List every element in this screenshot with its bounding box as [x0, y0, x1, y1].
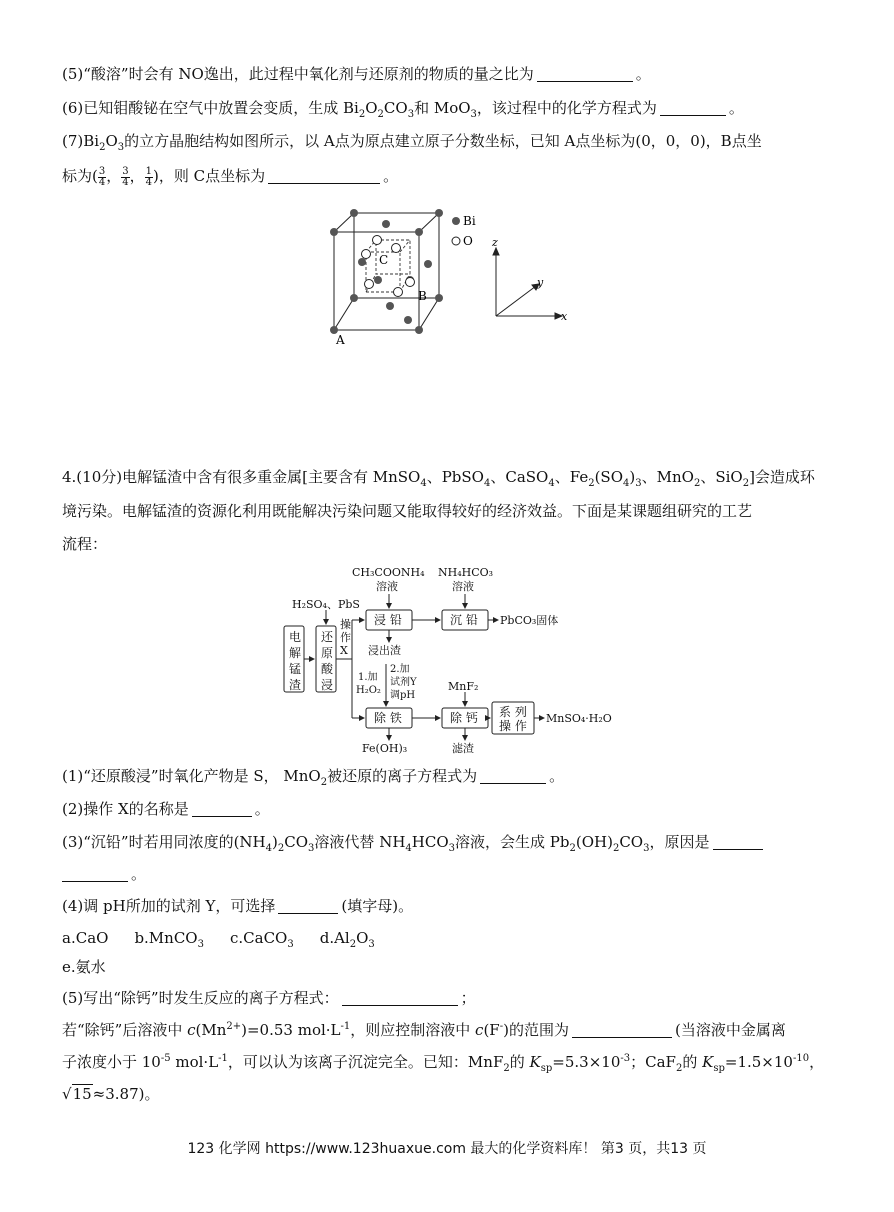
- bi-atom: [350, 209, 358, 217]
- question-5: (5)“酸溶”时会有 NO逸出，此过程中氧化剂与还原剂的物质的量之比为 。: [62, 65, 651, 83]
- answer-blank: [572, 1021, 672, 1038]
- o-atom: [365, 280, 374, 289]
- o-atom: [362, 250, 371, 259]
- label-b: B: [418, 289, 427, 303]
- bi-atom: [374, 276, 382, 284]
- flow-fe-product: Fe(OH)₃: [362, 742, 408, 755]
- axis-z-label: z: [492, 236, 498, 249]
- question-4-5-line-2: 若“除钙”后溶液中 $c(Mn^{2+})=0.53$ $mol\cdot L^{-1}$，则应控制溶液中 c(F-)的范围为 (当溶液中金属离: [62, 1021, 786, 1039]
- flow-step1-b: H₂O₂: [356, 685, 381, 696]
- flow-step2-b: 试剂Y: [390, 677, 417, 688]
- answer-blank: [278, 897, 338, 914]
- sqrt-icon: √: [62, 1085, 72, 1103]
- bi-atoms: [330, 209, 443, 334]
- flow-top-reagent-1a: CH₃COONH₄: [352, 566, 425, 579]
- question-4-3: (3)“沉铅”时若用同浓度的$(NH_4)_2CO_3$溶液代替 $NH_4HCO_3$溶液，会生成 $Pb_2(OH)_2CO_3$，原因是: [62, 832, 832, 852]
- option-e: e.氨水: [62, 958, 106, 976]
- answer-blank: [62, 865, 128, 882]
- option-b: b.MnCO$_3$: [134, 929, 204, 950]
- axis-x-label: x: [561, 310, 568, 323]
- question-4-4: (4)调 pH所加的试剂 Y，可选择 (填字母)。: [62, 897, 414, 915]
- flow-box-fe: 除 铁: [374, 711, 402, 725]
- question-4-5-line-4: √15≈3.87)。: [62, 1085, 160, 1103]
- fraction: $\frac{3}{4}$: [122, 165, 129, 188]
- answer-blank: [480, 767, 546, 784]
- flow-box-ops-2: 操 作: [499, 719, 527, 733]
- flow-box-pb-ppt: 沉 铅: [450, 613, 478, 627]
- fraction: $\frac{1}{4}$: [145, 165, 153, 188]
- flow-op-x-2: 作: [340, 631, 351, 644]
- fraction: $\frac{3}{4}$: [98, 165, 106, 188]
- option-a: a.CaO: [62, 929, 109, 947]
- bi-atom: [350, 294, 358, 302]
- flow-raw-2: 解: [289, 646, 302, 660]
- answer-blank: [713, 833, 763, 850]
- flow-top-reagent-1b: 溶液: [376, 580, 398, 593]
- flow-leach-1: 还: [321, 630, 334, 644]
- question-7-line-2: 标为( $\frac{3}{4}$ ， $\frac{3}{4}$ ， $\frac{1}{4}$ )，则 C点坐标为 。: [62, 165, 399, 188]
- flow-product-mn: MnSO₄·H₂O: [546, 712, 612, 725]
- question-4-3-line-2: 。: [62, 864, 832, 884]
- bi-atom: [415, 326, 423, 334]
- question-4-2: (2)操作 X的名称是 。: [62, 800, 270, 818]
- flow-box-ops-1: 系 列: [499, 705, 527, 719]
- flow-step2-a: 2.加: [390, 664, 410, 675]
- page-footer: 123 化学网 https://www.123huaxue.com 最大的化学资料库！ 第3 页，共13 页: [187, 1141, 707, 1157]
- bi-atom: [330, 228, 338, 236]
- flow-raw-3: 锰: [289, 662, 302, 676]
- flow-leach-4: 浸: [321, 678, 334, 692]
- question-7: $(7)Bi_2O_3$的立方晶胞结构如图所示，以 A点为原点建立原子分数坐标，已知 A点坐标为(0，0，0)，B点坐: [62, 132, 762, 153]
- question-4-5: (5)写出“除钙”时发生反应的离子方程式： ；: [62, 989, 476, 1007]
- bi-atom: [386, 302, 394, 310]
- bi-atom: [358, 258, 366, 266]
- bi-atom: [435, 209, 443, 217]
- axis-y-label: y: [537, 276, 544, 289]
- flow-box-pb-leach: 浸 铅: [374, 613, 402, 627]
- question-4-1: (1)“还原酸浸”时氧化产物是 S， MnO$_2$被还原的离子方程式为 。: [62, 767, 565, 788]
- option-c: c.CaCO$_3$: [229, 929, 294, 950]
- legend-bi-label: Bi: [463, 214, 476, 228]
- process-flowchart: [280, 562, 620, 760]
- legend-o-label: O: [463, 234, 473, 248]
- crystal-cell-diagram: [320, 200, 580, 350]
- bi-atom: [424, 260, 432, 268]
- question-6: (6)已知钼酸铋在空气中放置会变质，生成 $Bi_2O_2CO_3$和 MoO$_3$，该过程中的化学方程式为 。: [62, 99, 744, 120]
- flow-op-x-1: 操: [340, 618, 351, 631]
- answer-blank: [537, 65, 633, 82]
- legend-bi-icon: [452, 217, 460, 225]
- flow-product-pb: PbCO₃固体: [500, 614, 559, 627]
- option-d: $d.Al_2O_3$: [319, 929, 375, 950]
- o-atom: [392, 244, 401, 253]
- legend-o-icon: [452, 237, 460, 245]
- question-4-5-line-3: 子浓度小于 $10^{-5}$ $mol\cdot L^{-1}$，可以认为该离子沉淀完全。已知：MnF$_2$的 $K_{sp}=5.3\times 10^{-3}$；CaF$_2$的 $K_{sp}=1.5\times 10^{-10}$，: [62, 1053, 825, 1074]
- label-c: C: [379, 253, 389, 267]
- question-4-line-2: 境污染。电解锰渣的资源化利用既能解决污染问题又能取得较好的经济效益。下面是某课题组研究的工艺: [62, 502, 753, 520]
- bi-atom: [382, 220, 390, 228]
- flow-step1-a: 1.加: [358, 672, 378, 683]
- bi-atom: [415, 228, 423, 236]
- flow-raw-1: 电: [289, 630, 302, 644]
- answer-blank: [192, 800, 252, 817]
- answer-blank: [342, 989, 458, 1006]
- o-atom: [406, 278, 415, 287]
- bi-atom: [435, 294, 443, 302]
- answer-blank: [660, 99, 726, 116]
- flow-reagent-1: H₂SO₄、PbS: [292, 598, 360, 611]
- flow-step2-c: 调pH: [390, 690, 416, 701]
- o-atom: [373, 236, 382, 245]
- question-4-line-1: 4.(10分)电解锰渣中含有很多重金属[主要含有 MnSO$_4$、PbSO$_4$、CaSO$_4$、$Fe_2(SO_4)_3$、MnO$_2$、SiO$_2$]会造成环: [62, 468, 815, 489]
- flow-op-x-3: X: [340, 644, 348, 657]
- flow-box-ca: 除 钙: [450, 711, 478, 725]
- question-4-line-3: 流程：: [62, 535, 108, 553]
- answer-blank: [268, 167, 380, 184]
- flow-mnf2: MnF₂: [448, 680, 479, 693]
- o-atom: [394, 288, 403, 297]
- flow-leach-3: 酸: [321, 662, 334, 676]
- flow-top-reagent-2b: 溶液: [452, 580, 474, 593]
- flow-raw-4: 渣: [289, 678, 302, 692]
- flow-residue-2: 滤渣: [452, 742, 474, 755]
- flow-top-reagent-2a: NH₄HCO₃: [438, 566, 494, 579]
- flow-residue-1: 浸出渣: [368, 644, 401, 657]
- flow-leach-2: 原: [321, 646, 334, 660]
- bi-atom: [404, 316, 412, 324]
- question-4-4-options: [62, 928, 832, 948]
- label-a: A: [336, 333, 345, 347]
- axes: [493, 248, 562, 319]
